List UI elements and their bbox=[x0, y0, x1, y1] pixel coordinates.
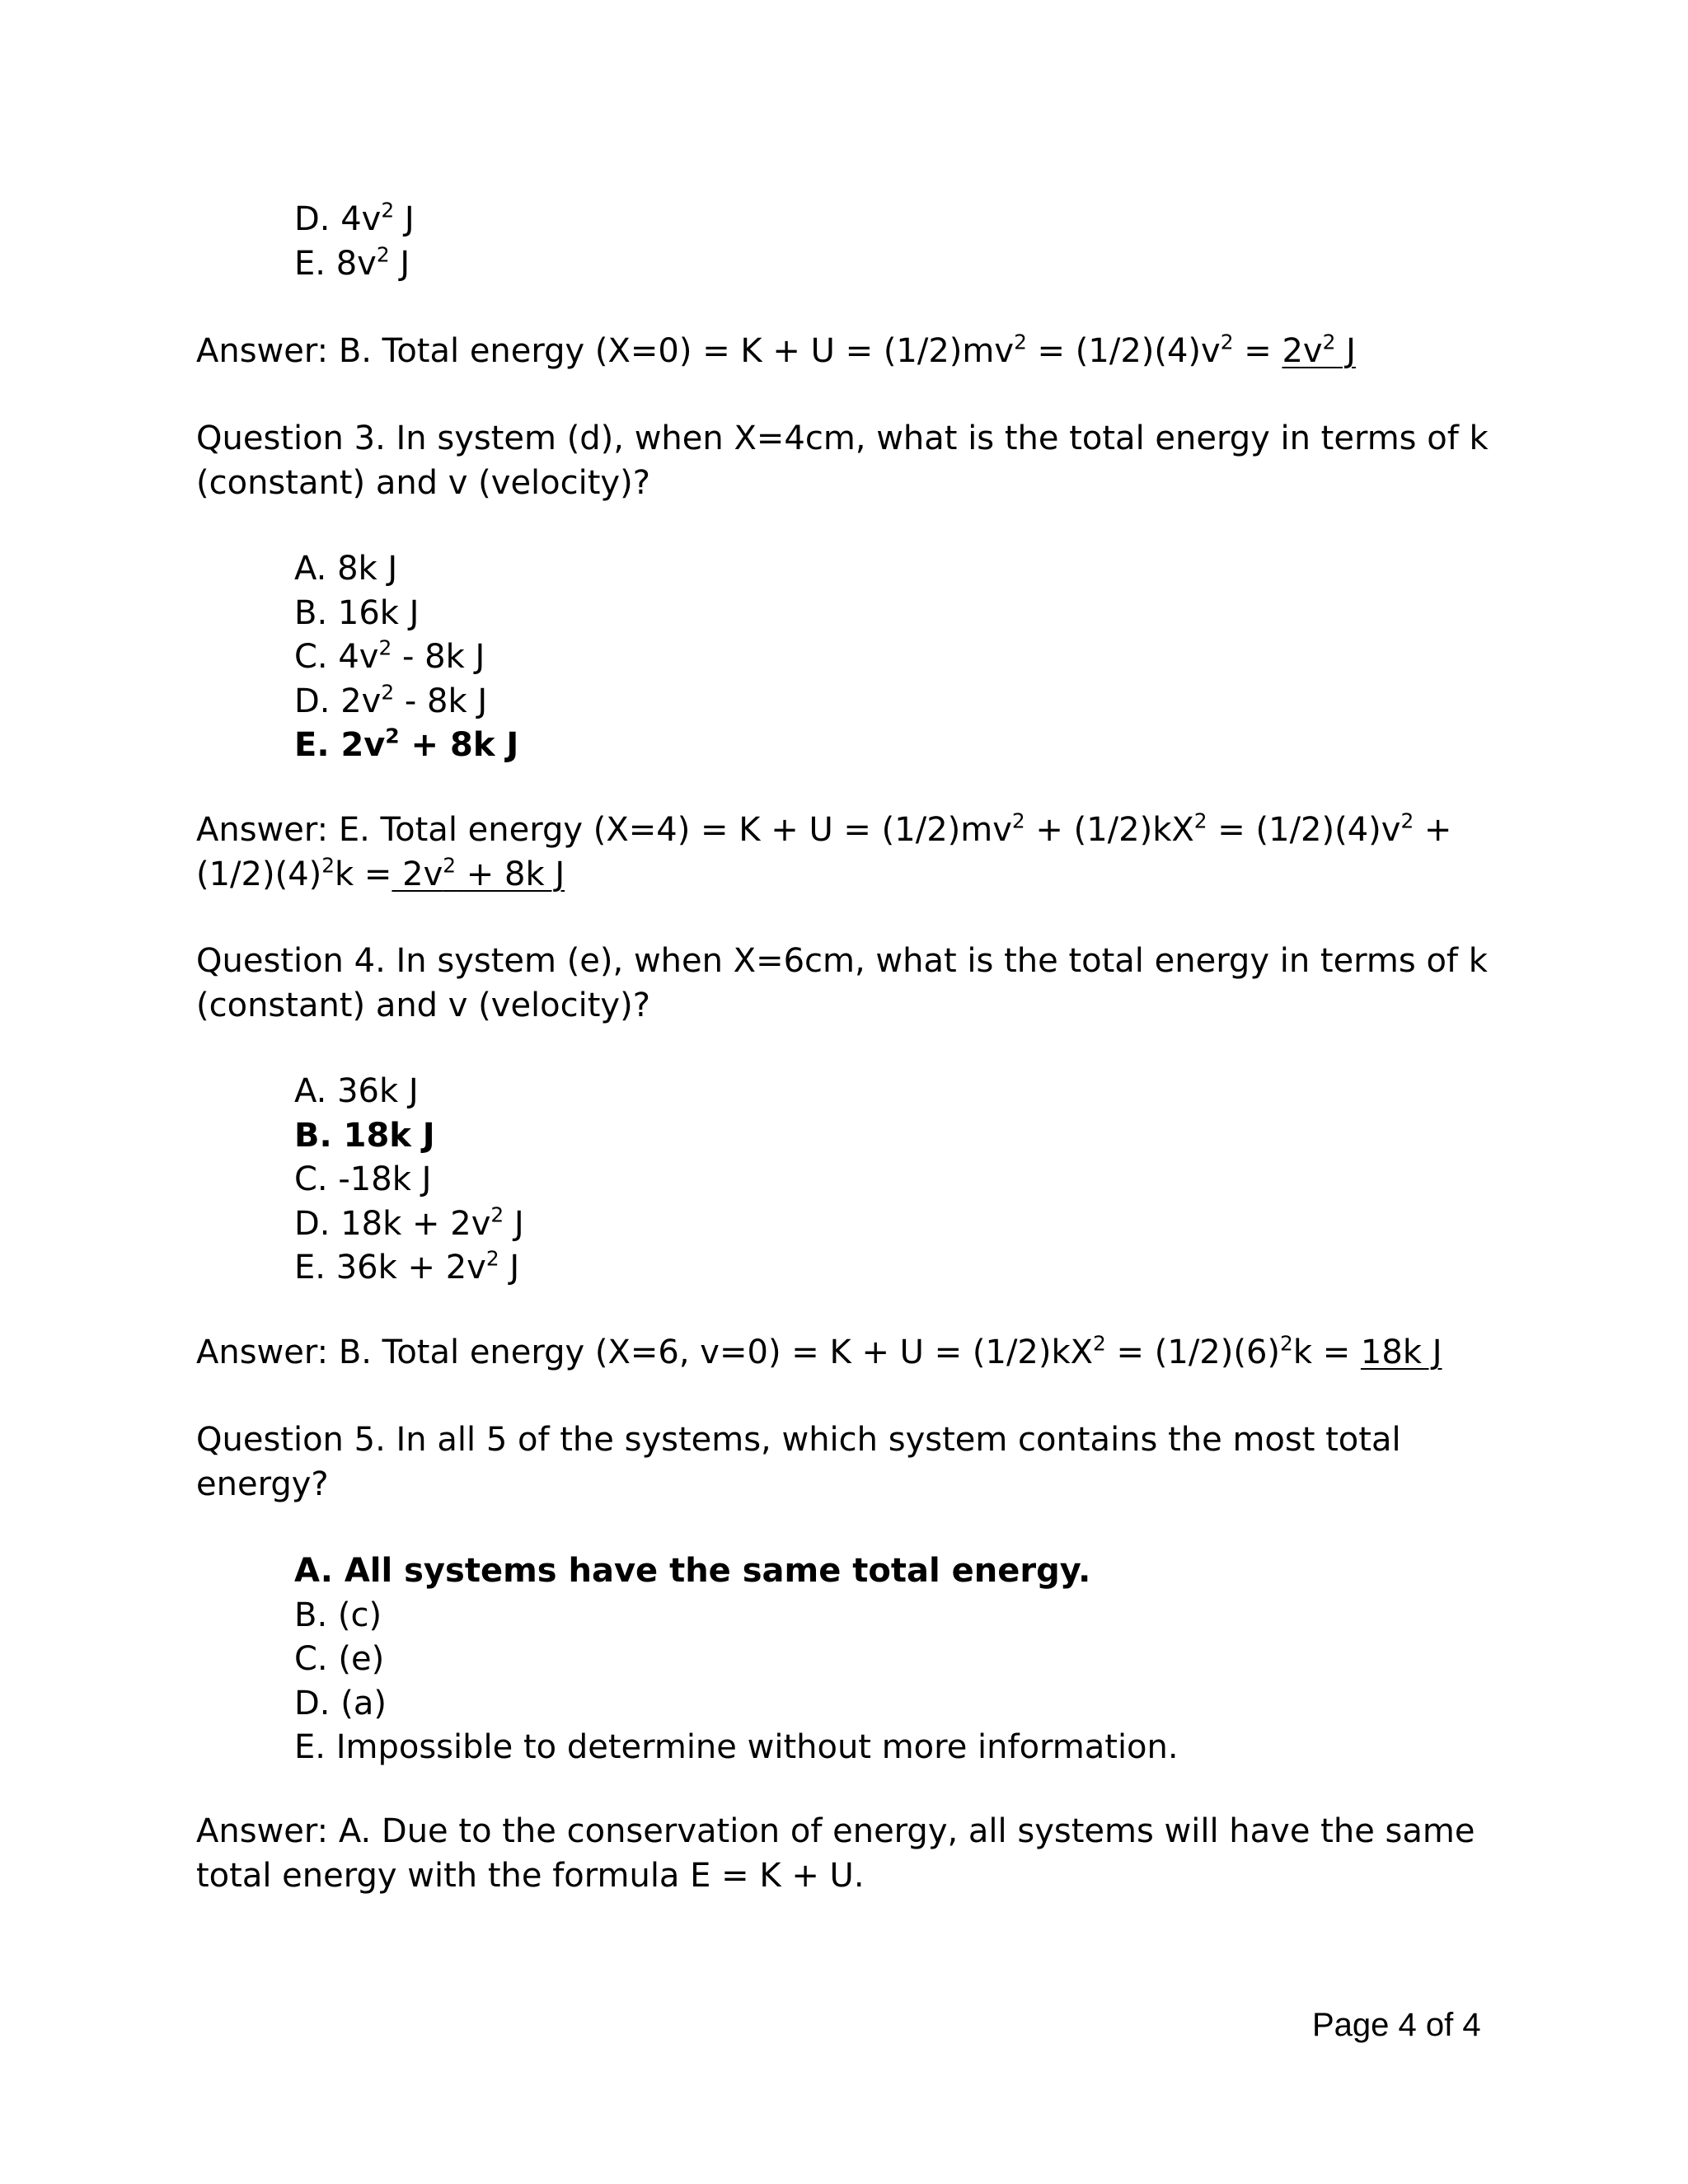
q4-option-b-correct: B. 18k J bbox=[294, 1116, 435, 1155]
q3-answer-result: $2v^2 + 8k$ J bbox=[392, 853, 565, 893]
q3-option-e-correct: E. $2v^2 + 8k$ J bbox=[294, 724, 519, 764]
q3-options bbox=[294, 547, 518, 768]
q4-options bbox=[294, 1070, 524, 1291]
q2-answer: Answer: B. Total energy $(X=0) = K + U = (1/2)mv^2 = (1/2)(4)v^2 = 2v^2$ J bbox=[196, 330, 1356, 370]
q3-answer: Answer: E. Total energy $(X=4) = K + U = (1/2)mv^2 + (1/2)kX^2 = (1/2)(4)v^2$ + $(1/2)(4)^2k = 2v^2 + 8k$ J bbox=[196, 808, 1452, 893]
q3-option-b: B. 16k J bbox=[294, 593, 420, 632]
q4-answer: Answer: B. Total energy (X=6, $v=0) = K + U = (1/2)kX^2 = (1/2)(6)^2k = 18k$ J bbox=[196, 1331, 1442, 1371]
q3-option-c: C. $4v^2 - 8k$ J bbox=[294, 635, 485, 676]
q2-options bbox=[294, 198, 415, 286]
q3-prompt: Question 3. In system (d), when X=4cm, what is the total energy in terms of k (constant) and v (velocity)? bbox=[196, 419, 1489, 502]
q5-option-c: C. (e) bbox=[294, 1640, 385, 1678]
q3-option-d: D. $2v^2 - 8k$ J bbox=[294, 680, 488, 720]
q5-options bbox=[294, 1549, 1179, 1770]
q5-option-e: E. Impossible to determine without more information. bbox=[294, 1728, 1179, 1766]
q5-answer: Answer: A. Due to the conservation of energy, all systems will have the same total energy with the formula E = K + U. bbox=[196, 1812, 1475, 1895]
q4-option-d: D. $18k + 2v^2$ J bbox=[294, 1202, 524, 1243]
q2-answer-result: $2v^2$ J bbox=[1282, 330, 1356, 370]
q5-option-b: B. (c) bbox=[294, 1596, 382, 1634]
q4-option-c: C. -18k J bbox=[294, 1160, 432, 1198]
q4-option-a: A. 36k J bbox=[294, 1072, 419, 1110]
q4-option-e: E. $36k + 2v^2$ J bbox=[294, 1246, 520, 1286]
q2-option-d: D. $4v^2$ J bbox=[294, 198, 415, 238]
q3-option-a: A. 8k J bbox=[294, 550, 398, 588]
page-number: Page 4 of 4 bbox=[1312, 2007, 1481, 2043]
q4-answer-result: 18k J bbox=[1360, 1333, 1442, 1371]
q5-option-a-correct: A. All systems have the same total energy. bbox=[294, 1552, 1091, 1590]
q4-prompt: Question 4. In system (e), when X=6cm, what is the total energy in terms of k (constant) and v (velocity)? bbox=[196, 942, 1488, 1024]
q5-option-d: D. (a) bbox=[294, 1684, 387, 1722]
q5-prompt: Question 5. In all 5 of the systems, which system contains the most total energy? bbox=[196, 1421, 1401, 1503]
q2-option-e: E. $8v^2$ J bbox=[294, 242, 410, 283]
